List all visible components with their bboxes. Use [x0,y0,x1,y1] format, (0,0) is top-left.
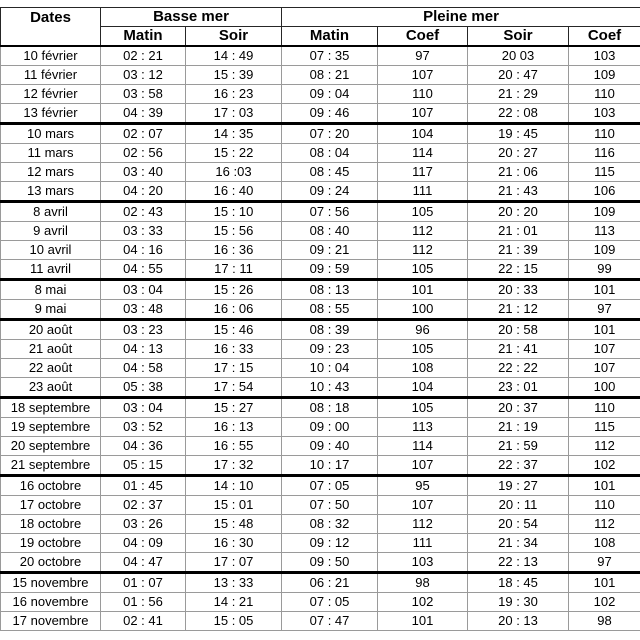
pleine-coef-soir-cell: 113 [569,222,640,241]
pleine-coef-soir-cell: 109 [569,66,640,85]
table-row [1,144,640,163]
pleine-coef-matin-cell: 111 [378,182,468,202]
pleine-matin-cell: 09 : 23 [282,340,378,359]
date-cell: 12 mars [1,163,101,182]
pleine-coef-matin-cell: 97 [378,46,468,66]
pleine-coef-matin-cell: 104 [378,378,468,398]
pleine-coef-soir-cell: 109 [569,241,640,260]
pleine-soir-cell: 21 : 41 [468,340,569,359]
pleine-coef-soir-cell: 101 [569,320,640,340]
pleine-soir-cell: 20 03 [468,46,569,66]
basse-matin-cell: 04 : 20 [101,182,186,202]
basse-matin-cell: 04 : 47 [101,553,186,573]
basse-soir-cell: 16 : 55 [186,437,282,456]
pleine-coef-matin-cell: 105 [378,398,468,418]
basse-soir-cell: 15 : 22 [186,144,282,163]
pleine-coef-soir-cell: 101 [569,476,640,496]
pleine-soir-cell: 22 : 08 [468,104,569,124]
pleine-coef-matin-cell: 107 [378,66,468,85]
pleine-coef-matin-cell: 101 [378,280,468,300]
basse-matin-cell: 03 : 04 [101,280,186,300]
pleine-coef-soir-cell: 98 [569,612,640,631]
pleine-matin-cell: 08 : 39 [282,320,378,340]
basse-matin-cell: 04 : 36 [101,437,186,456]
table-row [1,46,640,66]
pleine-coef-matin-cell: 102 [378,593,468,612]
basse-matin-cell: 04 : 13 [101,340,186,359]
pleine-matin-cell: 08 : 32 [282,515,378,534]
pleine-matin-cell: 07 : 05 [282,593,378,612]
basse-soir-cell: 16 : 06 [186,300,282,320]
pleine-coef-soir-cell: 97 [569,300,640,320]
pleine-soir-cell: 23 : 01 [468,378,569,398]
basse-matin-cell: 02 : 21 [101,46,186,66]
table-row [1,66,640,85]
basse-matin-cell: 04 : 09 [101,534,186,553]
basse-soir-cell: 14 : 10 [186,476,282,496]
date-cell: 8 avril [1,202,101,222]
basse-soir-cell: 16 : 30 [186,534,282,553]
basse-soir-cell: 16 : 36 [186,241,282,260]
pleine-coef-matin-cell: 114 [378,437,468,456]
pleine-soir-cell: 21 : 34 [468,534,569,553]
basse-matin-cell: 03 : 40 [101,163,186,182]
pleine-soir-cell: 20 : 13 [468,612,569,631]
basse-matin-cell: 03 : 26 [101,515,186,534]
pleine-soir-cell: 22 : 22 [468,359,569,378]
pleine-coef-soir-cell: 97 [569,553,640,573]
date-cell: 9 mai [1,300,101,320]
date-cell: 22 août [1,359,101,378]
pleine-matin-cell: 07 : 20 [282,124,378,144]
basse-soir-cell: 14 : 49 [186,46,282,66]
pleine-coef-matin-cell: 103 [378,553,468,573]
pleine-soir-cell: 20 : 47 [468,66,569,85]
pleine-matin-cell: 08 : 40 [282,222,378,241]
table-row [1,612,640,631]
pleine-coef-matin-cell: 101 [378,612,468,631]
pleine-coef-soir-cell: 102 [569,456,640,476]
table-row [1,124,640,144]
table-row [1,534,640,553]
column-header-basse-soir: Soir [186,27,282,47]
pleine-coef-matin-cell: 111 [378,534,468,553]
basse-soir-cell: 15 : 01 [186,496,282,515]
pleine-soir-cell: 21 : 06 [468,163,569,182]
pleine-coef-soir-cell: 112 [569,515,640,534]
basse-soir-cell: 15 : 48 [186,515,282,534]
table-row [1,456,640,476]
pleine-soir-cell: 21 : 59 [468,437,569,456]
pleine-matin-cell: 09 : 04 [282,85,378,104]
basse-matin-cell: 02 : 37 [101,496,186,515]
tide-table-body [1,46,640,631]
pleine-matin-cell: 09 : 12 [282,534,378,553]
pleine-matin-cell: 10 : 17 [282,456,378,476]
basse-soir-cell: 16 :03 [186,163,282,182]
date-cell: 13 mars [1,182,101,202]
pleine-soir-cell: 20 : 58 [468,320,569,340]
basse-soir-cell: 17 : 54 [186,378,282,398]
pleine-soir-cell: 20 : 33 [468,280,569,300]
basse-matin-cell: 03 : 33 [101,222,186,241]
basse-soir-cell: 17 : 11 [186,260,282,280]
basse-soir-cell: 16 : 23 [186,85,282,104]
basse-soir-cell: 14 : 35 [186,124,282,144]
pleine-coef-matin-cell: 107 [378,496,468,515]
pleine-coef-soir-cell: 110 [569,124,640,144]
date-cell: 20 septembre [1,437,101,456]
pleine-coef-soir-cell: 101 [569,573,640,593]
basse-matin-cell: 02 : 56 [101,144,186,163]
pleine-coef-soir-cell: 110 [569,398,640,418]
basse-soir-cell: 17 : 15 [186,359,282,378]
date-cell: 10 mars [1,124,101,144]
pleine-coef-matin-cell: 105 [378,202,468,222]
basse-soir-cell: 16 : 40 [186,182,282,202]
pleine-coef-soir-cell: 106 [569,182,640,202]
pleine-matin-cell: 07 : 35 [282,46,378,66]
pleine-coef-matin-cell: 114 [378,144,468,163]
basse-soir-cell: 17 : 07 [186,553,282,573]
pleine-soir-cell: 22 : 13 [468,553,569,573]
basse-matin-cell: 02 : 43 [101,202,186,222]
basse-soir-cell: 17 : 32 [186,456,282,476]
column-header-dates: Dates [1,8,101,47]
date-cell: 10 février [1,46,101,66]
basse-soir-cell: 15 : 46 [186,320,282,340]
pleine-soir-cell: 20 : 27 [468,144,569,163]
pleine-coef-soir-cell: 100 [569,378,640,398]
date-cell: 16 octobre [1,476,101,496]
column-group-basse-mer: Basse mer [101,8,282,27]
pleine-matin-cell: 07 : 50 [282,496,378,515]
pleine-coef-matin-cell: 107 [378,456,468,476]
basse-matin-cell: 05 : 15 [101,456,186,476]
basse-soir-cell: 16 : 13 [186,418,282,437]
pleine-coef-soir-cell: 101 [569,280,640,300]
basse-soir-cell: 15 : 27 [186,398,282,418]
basse-matin-cell: 03 : 04 [101,398,186,418]
pleine-coef-matin-cell: 113 [378,418,468,437]
table-row [1,320,640,340]
basse-soir-cell: 14 : 21 [186,593,282,612]
table-row [1,593,640,612]
pleine-coef-matin-cell: 100 [378,300,468,320]
pleine-matin-cell: 08 : 04 [282,144,378,163]
basse-soir-cell: 13 : 33 [186,573,282,593]
date-cell: 11 mars [1,144,101,163]
pleine-soir-cell: 21 : 43 [468,182,569,202]
basse-matin-cell: 03 : 23 [101,320,186,340]
pleine-coef-soir-cell: 112 [569,437,640,456]
basse-matin-cell: 03 : 12 [101,66,186,85]
pleine-matin-cell: 09 : 21 [282,241,378,260]
pleine-coef-soir-cell: 110 [569,496,640,515]
table-header [1,8,640,47]
pleine-matin-cell: 09 : 46 [282,104,378,124]
column-group-pleine-mer: Pleine mer [282,8,640,27]
pleine-coef-soir-cell: 103 [569,46,640,66]
basse-soir-cell: 16 : 33 [186,340,282,359]
table-row [1,104,640,124]
date-cell: 18 octobre [1,515,101,534]
table-row [1,437,640,456]
date-cell: 23 août [1,378,101,398]
pleine-coef-matin-cell: 105 [378,340,468,359]
column-header-pleine-matin: Matin [282,27,378,47]
basse-soir-cell: 15 : 26 [186,280,282,300]
pleine-coef-matin-cell: 117 [378,163,468,182]
pleine-coef-matin-cell: 110 [378,85,468,104]
pleine-coef-matin-cell: 112 [378,222,468,241]
basse-matin-cell: 04 : 16 [101,241,186,260]
pleine-matin-cell: 09 : 59 [282,260,378,280]
pleine-matin-cell: 08 : 45 [282,163,378,182]
table-row [1,515,640,534]
table-row [1,241,640,260]
table-row [1,553,640,573]
basse-matin-cell: 04 : 55 [101,260,186,280]
basse-matin-cell: 05 : 38 [101,378,186,398]
pleine-coef-soir-cell: 115 [569,418,640,437]
pleine-soir-cell: 20 : 54 [468,515,569,534]
pleine-matin-cell: 09 : 24 [282,182,378,202]
pleine-coef-soir-cell: 108 [569,534,640,553]
basse-soir-cell: 15 : 05 [186,612,282,631]
pleine-matin-cell: 07 : 05 [282,476,378,496]
date-cell: 17 octobre [1,496,101,515]
basse-soir-cell: 15 : 39 [186,66,282,85]
pleine-matin-cell: 06 : 21 [282,573,378,593]
basse-soir-cell: 15 : 56 [186,222,282,241]
date-cell: 12 février [1,85,101,104]
pleine-matin-cell: 07 : 47 [282,612,378,631]
pleine-coef-matin-cell: 107 [378,104,468,124]
date-cell: 18 septembre [1,398,101,418]
pleine-matin-cell: 08 : 55 [282,300,378,320]
date-cell: 21 août [1,340,101,359]
pleine-matin-cell: 10 : 04 [282,359,378,378]
pleine-coef-soir-cell: 107 [569,340,640,359]
pleine-matin-cell: 08 : 21 [282,66,378,85]
pleine-soir-cell: 20 : 37 [468,398,569,418]
table-row [1,476,640,496]
column-header-pleine-coef-soir: Coef [569,27,640,47]
basse-matin-cell: 04 : 58 [101,359,186,378]
table-row [1,378,640,398]
date-cell: 9 avril [1,222,101,241]
pleine-coef-matin-cell: 98 [378,573,468,593]
date-cell: 13 février [1,104,101,124]
table-row [1,85,640,104]
pleine-coef-matin-cell: 112 [378,241,468,260]
basse-matin-cell: 01 : 45 [101,476,186,496]
header-row-groups [1,8,640,27]
pleine-soir-cell: 21 : 12 [468,300,569,320]
table-row [1,573,640,593]
pleine-coef-matin-cell: 96 [378,320,468,340]
date-cell: 11 février [1,66,101,85]
basse-matin-cell: 02 : 41 [101,612,186,631]
date-cell: 17 novembre [1,612,101,631]
table-row [1,222,640,241]
date-cell: 21 septembre [1,456,101,476]
pleine-coef-soir-cell: 115 [569,163,640,182]
table-row [1,280,640,300]
date-cell: 20 octobre [1,553,101,573]
date-cell: 11 avril [1,260,101,280]
pleine-coef-matin-cell: 104 [378,124,468,144]
table-row [1,398,640,418]
table-row [1,300,640,320]
pleine-matin-cell: 08 : 18 [282,398,378,418]
table-row [1,340,640,359]
pleine-soir-cell: 20 : 11 [468,496,569,515]
date-cell: 16 novembre [1,593,101,612]
pleine-matin-cell: 09 : 40 [282,437,378,456]
pleine-coef-matin-cell: 95 [378,476,468,496]
basse-matin-cell: 03 : 52 [101,418,186,437]
pleine-matin-cell: 09 : 50 [282,553,378,573]
pleine-soir-cell: 21 : 01 [468,222,569,241]
column-header-pleine-soir: Soir [468,27,569,47]
basse-soir-cell: 15 : 10 [186,202,282,222]
table-row [1,163,640,182]
table-row [1,260,640,280]
column-header-basse-matin: Matin [101,27,186,47]
pleine-soir-cell: 19 : 30 [468,593,569,612]
pleine-soir-cell: 21 : 19 [468,418,569,437]
pleine-matin-cell: 07 : 56 [282,202,378,222]
column-header-pleine-coef-matin: Coef [378,27,468,47]
basse-matin-cell: 02 : 07 [101,124,186,144]
pleine-coef-soir-cell: 116 [569,144,640,163]
pleine-coef-soir-cell: 107 [569,359,640,378]
table-row [1,202,640,222]
table-row [1,182,640,202]
pleine-soir-cell: 19 : 27 [468,476,569,496]
pleine-matin-cell: 10 : 43 [282,378,378,398]
pleine-soir-cell: 21 : 39 [468,241,569,260]
basse-soir-cell: 17 : 03 [186,104,282,124]
date-cell: 8 mai [1,280,101,300]
date-cell: 20 août [1,320,101,340]
basse-matin-cell: 03 : 58 [101,85,186,104]
date-cell: 10 avril [1,241,101,260]
tide-schedule-table [0,7,640,631]
date-cell: 19 octobre [1,534,101,553]
table-row [1,359,640,378]
pleine-soir-cell: 22 : 37 [468,456,569,476]
pleine-soir-cell: 22 : 15 [468,260,569,280]
pleine-coef-soir-cell: 103 [569,104,640,124]
pleine-soir-cell: 18 : 45 [468,573,569,593]
basse-matin-cell: 01 : 07 [101,573,186,593]
pleine-coef-matin-cell: 108 [378,359,468,378]
basse-matin-cell: 01 : 56 [101,593,186,612]
pleine-coef-soir-cell: 110 [569,85,640,104]
pleine-coef-matin-cell: 112 [378,515,468,534]
pleine-coef-soir-cell: 102 [569,593,640,612]
table-row [1,418,640,437]
pleine-coef-soir-cell: 109 [569,202,640,222]
basse-matin-cell: 04 : 39 [101,104,186,124]
pleine-matin-cell: 09 : 00 [282,418,378,437]
pleine-matin-cell: 08 : 13 [282,280,378,300]
date-cell: 19 septembre [1,418,101,437]
basse-matin-cell: 03 : 48 [101,300,186,320]
date-cell: 15 novembre [1,573,101,593]
table-row [1,496,640,515]
pleine-coef-soir-cell: 99 [569,260,640,280]
pleine-soir-cell: 20 : 20 [468,202,569,222]
pleine-coef-matin-cell: 105 [378,260,468,280]
pleine-soir-cell: 21 : 29 [468,85,569,104]
pleine-soir-cell: 19 : 45 [468,124,569,144]
